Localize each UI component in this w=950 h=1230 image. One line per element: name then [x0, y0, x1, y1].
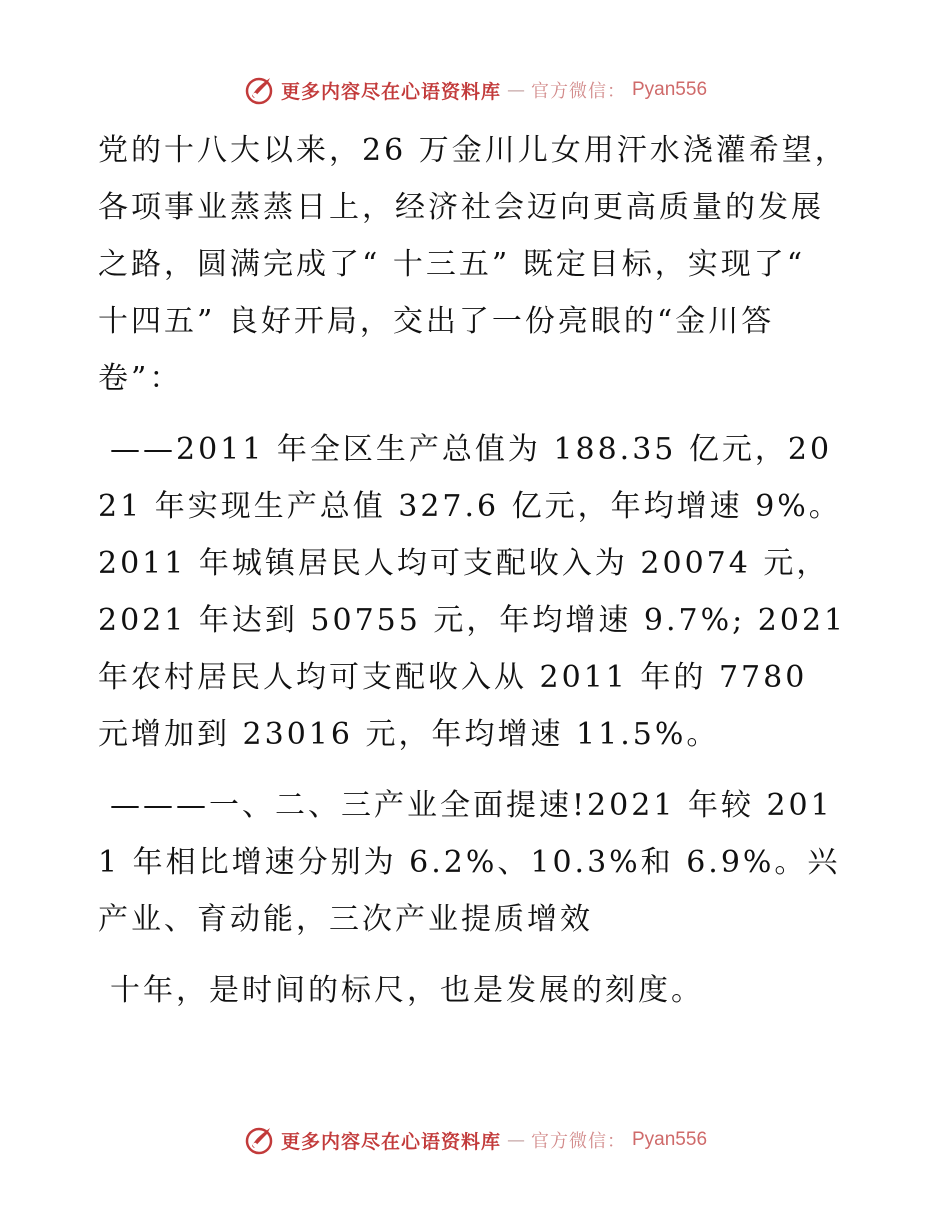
header-dash: —	[507, 79, 525, 101]
footer-dash: —	[507, 1129, 525, 1151]
footer-contact-label: 官方微信：	[531, 1131, 626, 1152]
header-contact-id: Pyan556	[632, 79, 708, 100]
footer-site-name: 更多内容尽在心语资料库	[280, 1130, 501, 1153]
paragraph-economy-stats: ——2011 年全区生产总值为 188.35 亿元，2021 年实现生产总值 327.6 亿元，年均增速 9%。2011 年城镇居民人均可支配收入为 20074 元，2021 年达到 50755 元，年均增速 9.7%; 2021 年农村居民人均可支配收入从 2011 年的 7780 元增加到 23016 元，年均增速 11.5%。	[98, 432, 847, 752]
footer-contact-id: Pyan556	[632, 1129, 708, 1150]
calligraphy-brush-logo-icon	[243, 1124, 275, 1156]
calligraphy-brush-logo-icon	[243, 74, 275, 106]
footer-watermark-banner	[0, 1120, 950, 1160]
paragraph-industry-growth: ———一、二、三产业全面提速!2021 年较 2011 年相比增速分别为 6.2%、10.3%和 6.9%。兴产业、育动能，三次产业提质增效	[98, 788, 841, 937]
header-site-name: 更多内容尽在心语资料库	[280, 80, 501, 103]
document-body	[98, 122, 850, 1033]
paragraph-closing: 十年，是时间的标尺，也是发展的刻度。	[110, 973, 704, 1008]
header-watermark-banner	[0, 70, 950, 110]
header-contact-label: 官方微信：	[531, 81, 626, 102]
paragraph-intro: 党的十八大以来，26 万金川儿女用汗水浇灌希望，各项事业蒸蒸日上，经济社会迈向更高质量的发展之路，圆满完成了“ 十三五” 既定目标，实现了“ 十四五” 良好开局，交出了一份亮眼的“金川答卷”：	[98, 133, 848, 396]
